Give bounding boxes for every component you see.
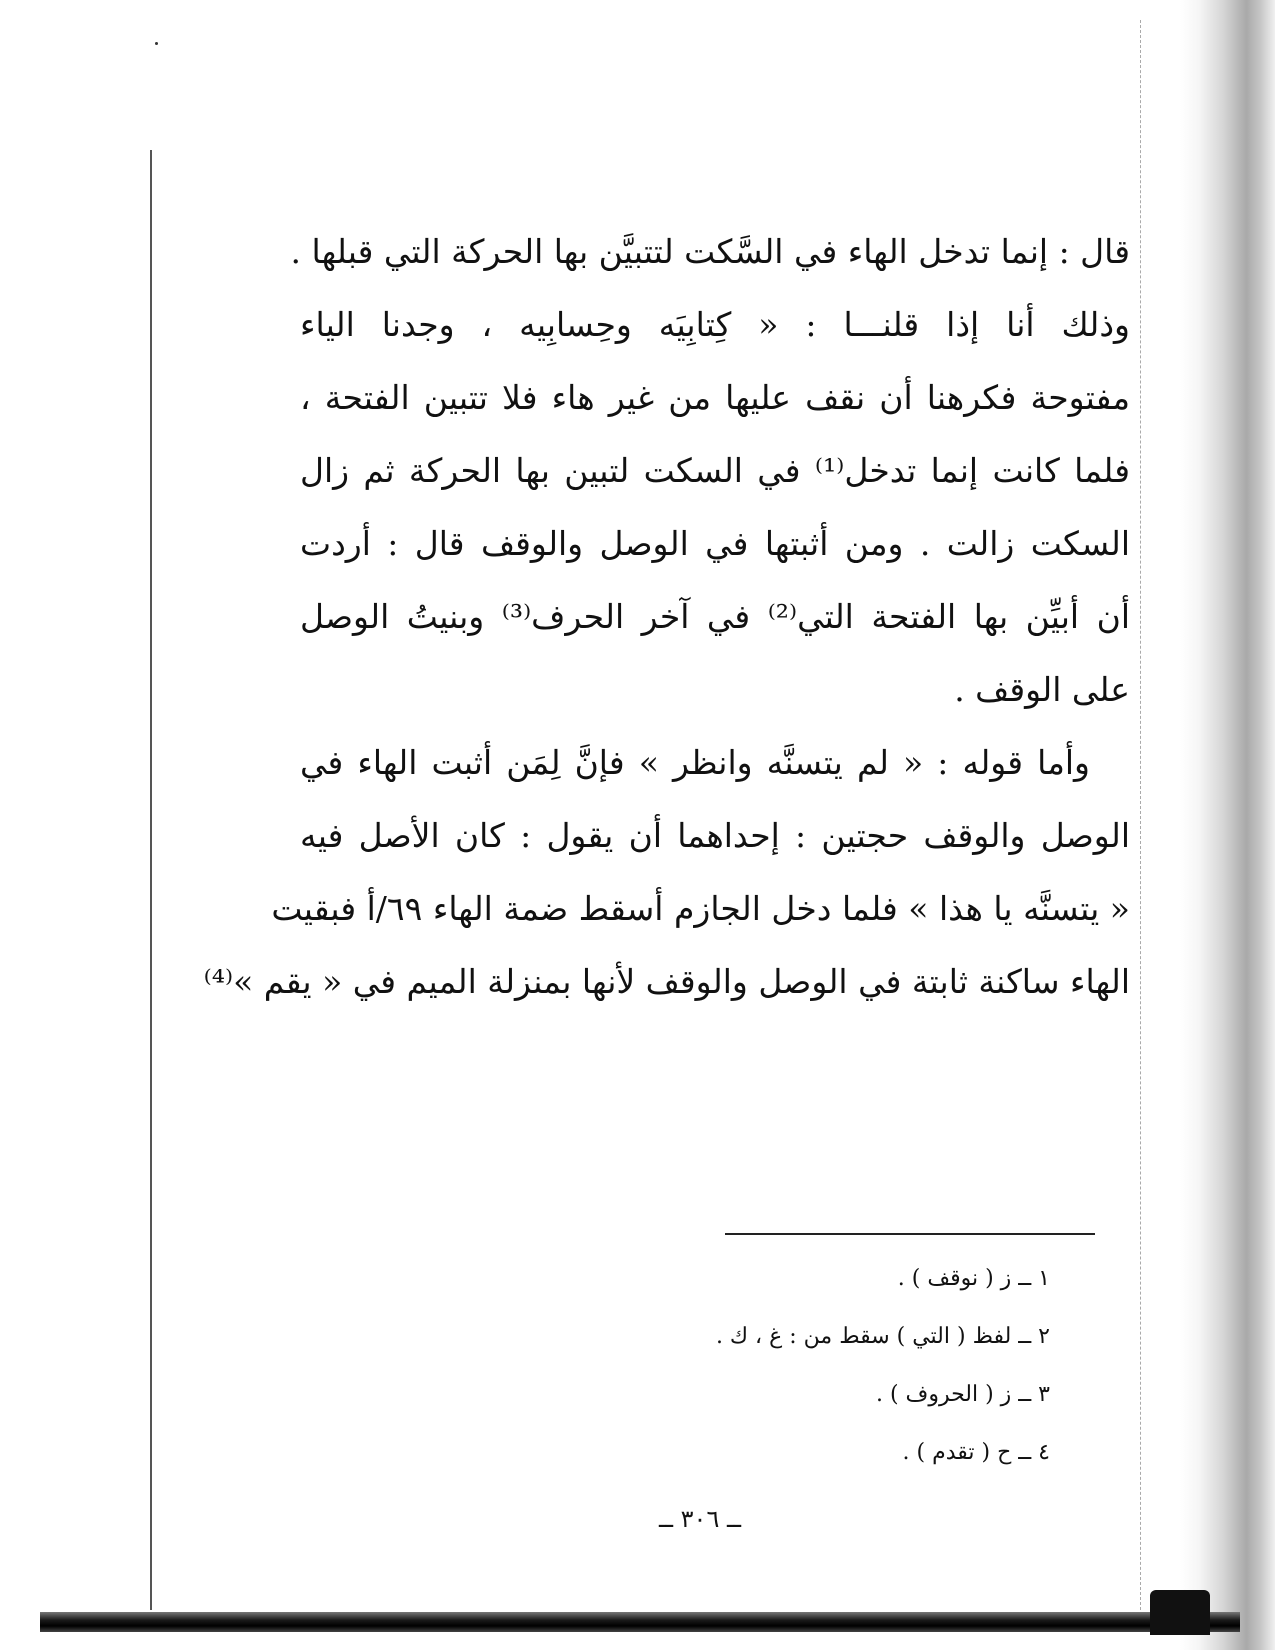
footnote: ٢ ــ لفظ ( التي ) سقط من : غ ، ك .: [715, 1324, 1050, 1349]
scan-left-rule: [150, 150, 152, 1610]
scan-speck: [155, 42, 158, 45]
scan-bottom-bar: [40, 1612, 1240, 1632]
body-line: على الوقف .: [954, 670, 1130, 709]
body-line: وذلك أنا إذا قلنـــا : « كِتابِيَه وحِسابِيه ، وجدنا الياء: [300, 305, 1130, 344]
body-line: فلما كانت إنما تدخل⁽¹⁾ في السكت لتبين بها الحركة ثم زال: [300, 451, 1130, 490]
body-line: الوصل والوقف حجتين : إحداهما أن يقول : كان الأصل فيه: [300, 816, 1130, 855]
footnote-separator: [725, 1233, 1095, 1235]
footnote: ٤ ــ ح ( تقدم ) .: [902, 1440, 1050, 1465]
body-line: أن أبيِّن بها الفتحة التي⁽²⁾ في آخر الحرف⁽³⁾ وبنيتُ الوصل: [300, 597, 1130, 636]
body-line: السكت زالت . ومن أثبتها في الوصل والوقف قال : أردت: [300, 524, 1130, 563]
footnotes: [600, 1250, 1050, 1482]
scan-bottom-shadow: [1150, 1590, 1210, 1635]
body-line: « يتسنَّه يا هذا » فلما دخل الجازم أسقط ضمة الهاء ٦٩/أ فبقيت: [271, 889, 1130, 928]
footnote: ٣ ــ ز ( الحروف ) .: [875, 1382, 1050, 1407]
scan-right-edge: [1180, 0, 1275, 1650]
paragraph-start-line: وأما قوله : « لم يتسنَّه وانظر » فإنَّ لِمَن أثبت الهاء في: [300, 743, 1090, 782]
body-line: قال : إنما تدخل الهاء في السَّكت لتتبيَّن بها الحركة التي قبلها .: [290, 232, 1130, 271]
body-line: مفتوحة فكرهنا أن نقف عليها من غير هاء فلا تتبين الفتحة ،: [300, 378, 1130, 417]
footnote: ١ ــ ز ( نوقف ) .: [897, 1266, 1050, 1291]
scan-right-guide: [1140, 20, 1142, 1620]
body-line: الهاء ساكنة ثابتة في الوصل والوقف لأنها بمنزلة الميم في « يقم »⁽⁴⁾: [203, 962, 1130, 1001]
body-text: [203, 215, 1130, 1018]
page-number: ــ ٣٠٦ ــ: [658, 1505, 742, 1533]
